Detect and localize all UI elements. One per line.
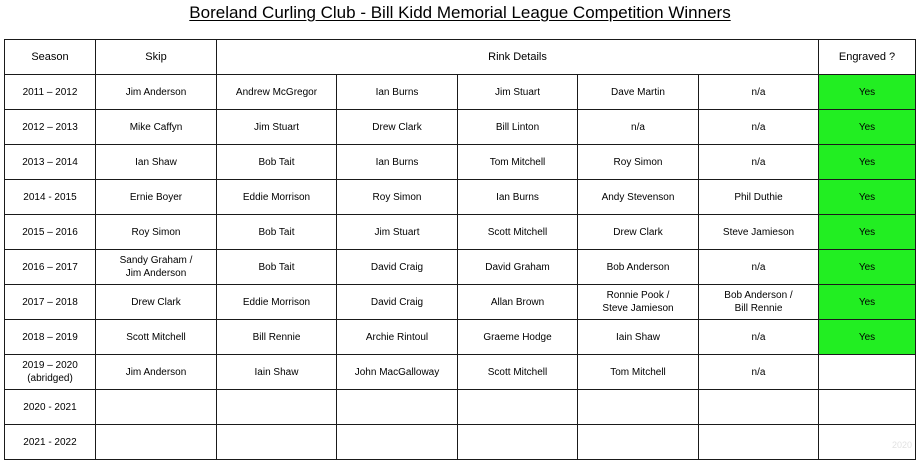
- season-cell: 2013 – 2014: [5, 145, 96, 180]
- rink-member-cell: Phil Duthie: [699, 180, 819, 215]
- engraved-cell: Yes: [819, 180, 916, 215]
- season-cell: 2011 – 2012: [5, 75, 96, 110]
- engraved-cell: Yes: [819, 75, 916, 110]
- rink-member-cell: n/a: [699, 320, 819, 355]
- rink-member-cell: n/a: [699, 250, 819, 285]
- season-cell: 2015 – 2016: [5, 215, 96, 250]
- rink-member-cell: John MacGalloway: [337, 355, 458, 390]
- rink-member-cell: Bob Anderson / Bill Rennie: [699, 285, 819, 320]
- rink-member-cell: Iain Shaw: [217, 355, 337, 390]
- skip-cell: Jim Anderson: [96, 355, 217, 390]
- season-cell: 2020 - 2021: [5, 390, 96, 425]
- rink-member-cell: [458, 390, 578, 425]
- rink-member-cell: Scott Mitchell: [458, 215, 578, 250]
- skip-cell: Sandy Graham / Jim Anderson: [96, 250, 217, 285]
- rink-member-cell: David Graham: [458, 250, 578, 285]
- rink-member-cell: Ronnie Pook / Steve Jamieson: [578, 285, 699, 320]
- rink-member-cell: Archie Rintoul: [337, 320, 458, 355]
- rink-member-cell: Jim Stuart: [217, 110, 337, 145]
- rink-member-cell: Roy Simon: [337, 180, 458, 215]
- table-row: [5, 250, 916, 285]
- rink-member-cell: Roy Simon: [578, 145, 699, 180]
- rink-member-cell: Allan Brown: [458, 285, 578, 320]
- rink-member-cell: Bill Linton: [458, 110, 578, 145]
- rink-member-cell: Bill Rennie: [217, 320, 337, 355]
- table-row: [5, 320, 916, 355]
- rink-member-cell: Ian Burns: [458, 180, 578, 215]
- rink-member-cell: Eddie Morrison: [217, 285, 337, 320]
- season-header: Season: [5, 40, 96, 75]
- skip-cell: [96, 425, 217, 460]
- skip-cell: [96, 390, 217, 425]
- table-row: [5, 110, 916, 145]
- season-cell: 2021 - 2022: [5, 425, 96, 460]
- engraved-cell: Yes: [819, 320, 916, 355]
- season-cell: 2017 – 2018: [5, 285, 96, 320]
- rink-member-cell: Scott Mitchell: [458, 355, 578, 390]
- season-cell: 2014 - 2015: [5, 180, 96, 215]
- rink-member-cell: Jim Stuart: [458, 75, 578, 110]
- skip-cell: Scott Mitchell: [96, 320, 217, 355]
- skip-header: Skip: [96, 40, 217, 75]
- engraved-cell: Yes: [819, 110, 916, 145]
- engraved-cell: Yes: [819, 215, 916, 250]
- skip-cell: Roy Simon: [96, 215, 217, 250]
- rink-member-cell: [217, 425, 337, 460]
- table-row: [5, 390, 916, 425]
- rink-member-cell: Steve Jamieson: [699, 215, 819, 250]
- rink-member-cell: Eddie Morrison: [217, 180, 337, 215]
- skip-cell: Mike Caffyn: [96, 110, 217, 145]
- rink-member-cell: n/a: [699, 355, 819, 390]
- rink-details-header: Rink Details: [217, 40, 819, 75]
- header-row: [5, 40, 916, 75]
- season-cell: 2016 – 2017: [5, 250, 96, 285]
- table-row: [5, 355, 916, 390]
- rink-member-cell: Bob Tait: [217, 250, 337, 285]
- season-cell: 2018 – 2019: [5, 320, 96, 355]
- skip-cell: Ernie Boyer: [96, 180, 217, 215]
- rink-member-cell: n/a: [699, 145, 819, 180]
- skip-cell: Jim Anderson: [96, 75, 217, 110]
- rink-member-cell: n/a: [699, 110, 819, 145]
- rink-member-cell: [578, 425, 699, 460]
- table-row: [5, 145, 916, 180]
- rink-member-cell: Andy Stevenson: [578, 180, 699, 215]
- rink-member-cell: Iain Shaw: [578, 320, 699, 355]
- rink-member-cell: Tom Mitchell: [458, 145, 578, 180]
- rink-member-cell: David Craig: [337, 285, 458, 320]
- engraved-cell: Yes: [819, 250, 916, 285]
- season-cell: 2019 – 2020 (abridged): [5, 355, 96, 390]
- rink-member-cell: Andrew McGregor: [217, 75, 337, 110]
- rink-member-cell: [458, 425, 578, 460]
- season-cell: 2012 – 2013: [5, 110, 96, 145]
- table-row: [5, 425, 916, 460]
- rink-member-cell: Drew Clark: [578, 215, 699, 250]
- page-title: Boreland Curling Club - Bill Kidd Memorial League Competition Winners: [189, 3, 731, 22]
- rink-member-cell: Ian Burns: [337, 75, 458, 110]
- engraved-header: Engraved ?: [819, 40, 916, 75]
- rink-member-cell: Ian Burns: [337, 145, 458, 180]
- rink-member-cell: [578, 390, 699, 425]
- table-row: [5, 285, 916, 320]
- rink-member-cell: [699, 425, 819, 460]
- rink-member-cell: Jim Stuart: [337, 215, 458, 250]
- winners-table: [4, 39, 916, 460]
- rink-member-cell: Bob Tait: [217, 215, 337, 250]
- rink-member-cell: [337, 425, 458, 460]
- watermark: 2020: [891, 440, 912, 450]
- table-row: [5, 75, 916, 110]
- engraved-cell: Yes: [819, 145, 916, 180]
- rink-member-cell: Bob Anderson: [578, 250, 699, 285]
- rink-member-cell: n/a: [699, 75, 819, 110]
- rink-member-cell: n/a: [578, 110, 699, 145]
- skip-cell: Ian Shaw: [96, 145, 217, 180]
- rink-member-cell: [217, 390, 337, 425]
- rink-member-cell: [699, 390, 819, 425]
- rink-member-cell: Dave Martin: [578, 75, 699, 110]
- table-row: [5, 180, 916, 215]
- rink-member-cell: Bob Tait: [217, 145, 337, 180]
- engraved-cell: Yes: [819, 285, 916, 320]
- rink-member-cell: Tom Mitchell: [578, 355, 699, 390]
- rink-member-cell: [337, 390, 458, 425]
- rink-member-cell: Drew Clark: [337, 110, 458, 145]
- rink-member-cell: Graeme Hodge: [458, 320, 578, 355]
- skip-cell: Drew Clark: [96, 285, 217, 320]
- engraved-cell: [819, 390, 916, 425]
- rink-member-cell: David Craig: [337, 250, 458, 285]
- engraved-cell: [819, 355, 916, 390]
- table-row: [5, 215, 916, 250]
